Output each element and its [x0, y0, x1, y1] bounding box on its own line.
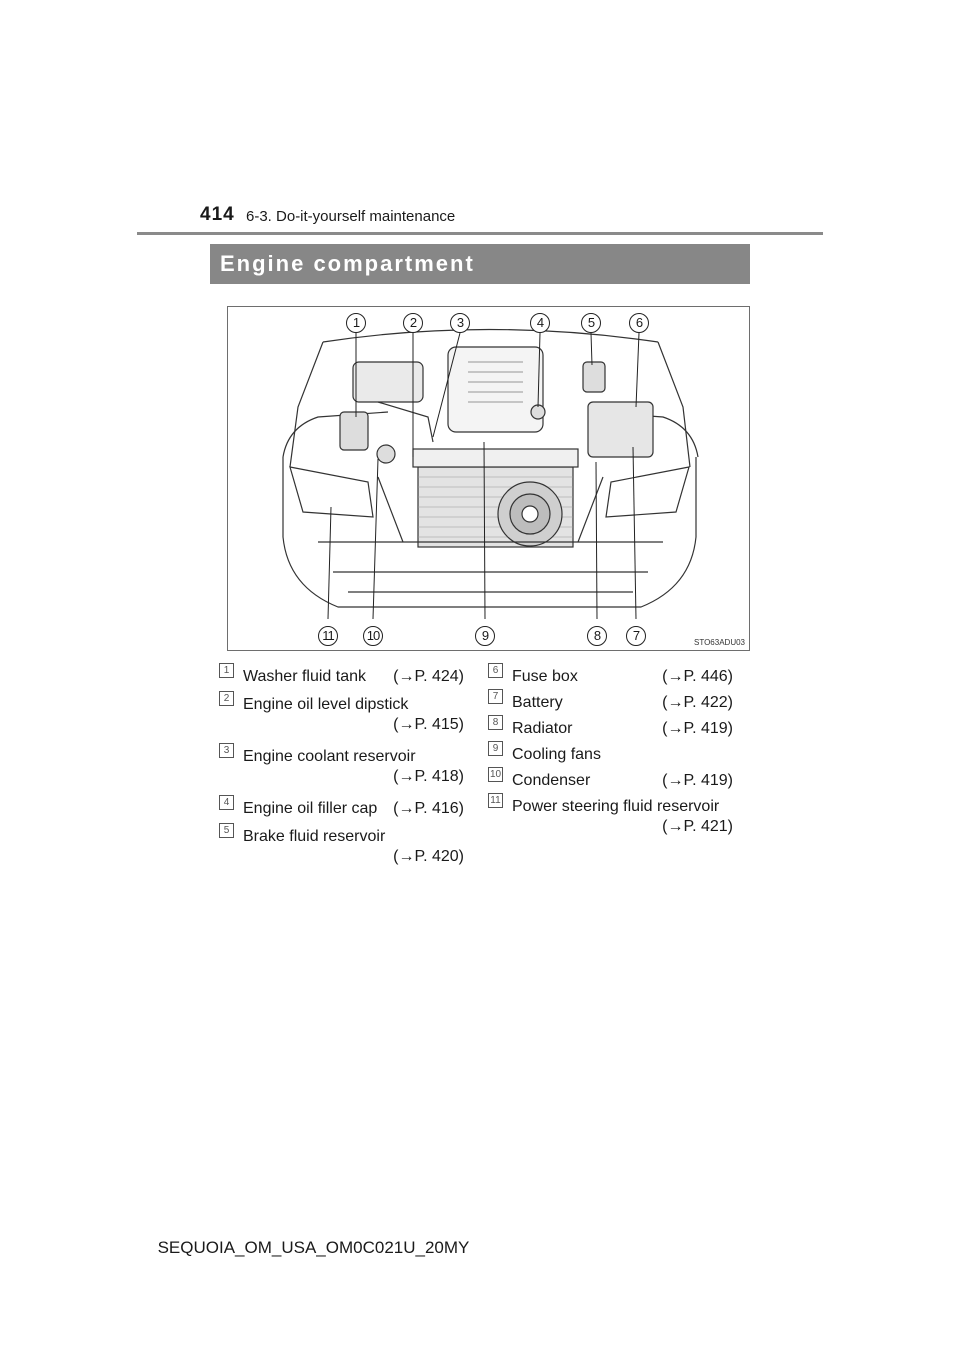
legend-number: 10 [489, 769, 502, 780]
legend-label: Engine coolant reservoir [243, 748, 416, 765]
footer-doc-id: SEQUOIA_OM_USA_OM0C021U_20MY [157, 1238, 470, 1257]
legend-number: 7 [488, 689, 503, 704]
callout-3: 3 [450, 313, 470, 333]
legend-number: 2 [219, 691, 234, 706]
callout-9: 9 [475, 626, 495, 646]
callout-11: 11 [318, 626, 338, 646]
legend-label: Cooling fans [512, 746, 601, 763]
page-reference: (→P. 421) [662, 818, 733, 835]
callout-1: 1 [346, 313, 366, 333]
legend-label: Fuse box [512, 668, 578, 685]
figure-code: STO63ADU03 [694, 638, 745, 647]
header-rule [137, 232, 823, 235]
page-reference: (→P. 420) [393, 848, 464, 865]
legend-label: Condenser [512, 772, 591, 789]
callout-7: 7 [626, 626, 646, 646]
legend-number: 4 [219, 795, 234, 810]
legend-number: 8 [488, 715, 503, 730]
legend-label: Washer fluid tank [243, 668, 367, 685]
engine-compartment-figure [227, 306, 750, 651]
callout-6: 6 [629, 313, 649, 333]
legend-number: 6 [488, 663, 503, 678]
page-reference: (→P. 416) [393, 800, 464, 817]
page-reference: (→P. 422) [662, 694, 733, 711]
legend-number: 3 [219, 743, 234, 758]
page-reference: (→P. 418) [393, 768, 464, 785]
page-number: 414 [200, 204, 235, 225]
page-reference: (→P. 446) [662, 668, 733, 685]
legend-number: 5 [219, 823, 234, 838]
callout-2: 2 [403, 313, 423, 333]
callout-10: 10 [363, 626, 383, 646]
page-reference: (→P. 424) [393, 668, 464, 685]
section-title: 6-3. Do-it-yourself maintenance [246, 208, 456, 225]
engine-illustration [228, 307, 750, 651]
callout-5: 5 [581, 313, 601, 333]
page-reference: (→P. 415) [393, 716, 464, 733]
legend-number: 11 [488, 793, 503, 808]
legend-label: Power steering fluid reservoir [512, 798, 720, 815]
legend-number: 1 [219, 663, 234, 678]
legend-label: Radiator [512, 720, 573, 737]
callout-4: 4 [530, 313, 550, 333]
legend-label: Brake fluid reservoir [243, 828, 386, 845]
legend-label: Battery [512, 694, 563, 711]
section-banner: Engine compartment [210, 244, 750, 284]
page-reference: (→P. 419) [662, 772, 733, 789]
legend-label: Engine oil level dipstick [243, 696, 409, 713]
page-reference: (→P. 419) [662, 720, 733, 737]
legend-label: Engine oil filler cap [243, 800, 378, 817]
legend-number: 9 [488, 741, 503, 756]
callout-8: 8 [587, 626, 607, 646]
